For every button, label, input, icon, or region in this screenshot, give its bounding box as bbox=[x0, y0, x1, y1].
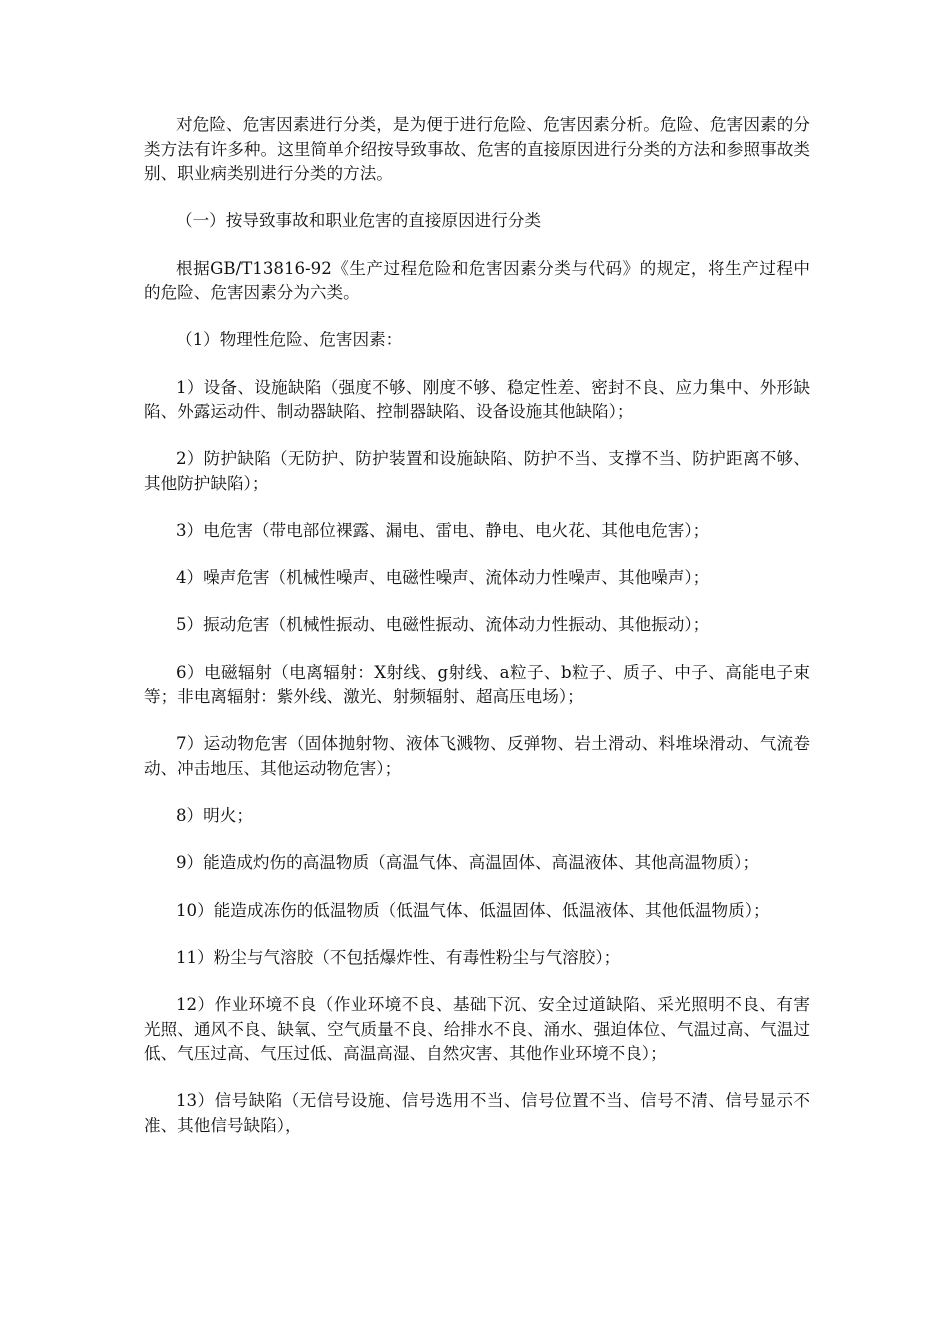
list-item: 12）作业环境不良（作业环境不良、基础下沉、安全过道缺陷、采光照明不良、有害光照、通风不良、缺氧、空气质量不良、给排水不良、涌水、强迫体位、气温过高、气温过低、气压过高、气压过低、高温高湿、自然灾害、其他作业环境不良）； bbox=[144, 994, 810, 1064]
document-body bbox=[144, 113, 810, 1161]
list-item: 8）明火； bbox=[176, 806, 253, 826]
list-item: 3）电危害（带电部位裸露、漏电、雷电、静电、电火花、其他电危害）； bbox=[176, 521, 710, 541]
list-item: 9）能造成灼伤的高温物质（高温气体、高温固体、高温液体、其他高温物质）； bbox=[176, 853, 760, 873]
list-item: 1）设备、设施缺陷（强度不够、刚度不够、稳定性差、密封不良、应力集中、外形缺陷、外露运动件、制动器缺陷、控制器缺陷、设备设施其他缺陷）； bbox=[144, 377, 810, 422]
list-item: 10）能造成冻伤的低温物质（低温气体、低温固体、低温液体、其他低温物质）； bbox=[176, 900, 770, 920]
section-heading: （一）按导致事故和职业危害的直接原因进行分类 bbox=[176, 211, 542, 231]
list-item: 7）运动物危害（固体抛射物、液体飞溅物、反弹物、岩土滑动、料堆垛滑动、气流卷动、冲击地压、其他运动物危害）； bbox=[144, 734, 810, 779]
list-item: 5）振动危害（机械性振动、电磁性振动、流体动力性振动、其他振动）； bbox=[176, 615, 710, 635]
category-heading: （1）物理性危险、危害因素： bbox=[176, 330, 403, 350]
intro-paragraph: 对危险、危害因素进行分类，是为便于进行危险、危害因素分析。危险、危害因素的分类方法有许多种。这里简单介绍按导致事故、危害的直接原因进行分类的方法和参照事故类别、职业病类别进行分类的方法。 bbox=[144, 115, 810, 184]
list-item: 6）电磁辐射（电离辐射：X射线、g射线、a粒子、b粒子、质子、中子、高能电子束等；非电离辐射：紫外线、激光、射频辐射、超高压电场）； bbox=[144, 662, 810, 707]
standard-reference-paragraph: 根据GB/T13816-92《生产过程危险和危害因素分类与代码》的规定，将生产过程中的危险、危害因素分为六类。 bbox=[144, 258, 810, 303]
list-item: 2）防护缺陷（无防护、防护装置和设施缺陷、防护不当、支撑不当、防护距离不够、其他防护缺陷）； bbox=[144, 449, 810, 493]
list-item: 4）噪声危害（机械性噪声、电磁性噪声、流体动力性噪声、其他噪声）； bbox=[176, 568, 710, 588]
list-item: 11）粉尘与气溶胶（不包括爆炸性、有毒性粉尘与气溶胶）； bbox=[176, 947, 621, 967]
list-item: 13）信号缺陷（无信号设施、信号选用不当、信号位置不当、信号不清、信号显示不准、其他信号缺陷）， bbox=[144, 1091, 810, 1135]
